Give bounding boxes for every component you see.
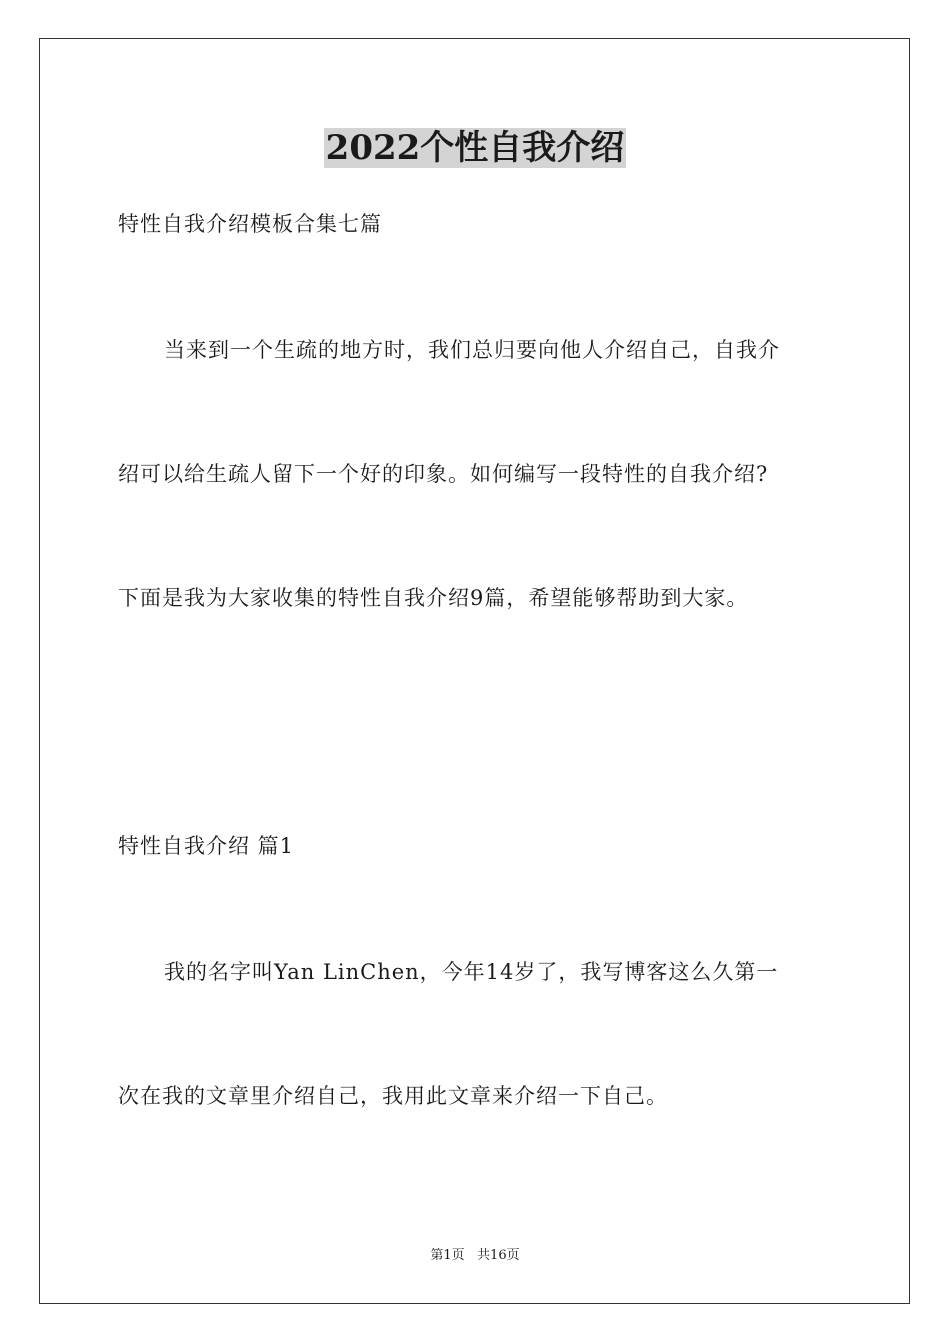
paragraph-line: 次在我的文章里介绍自己，我用此文章来介绍一下自己。 [118,1084,668,1108]
paragraph-line: 当来到一个生疏的地方时，我们总归要向他人介绍自己，自我介 [164,338,780,362]
section-heading: 特性自我介绍 篇1 [118,834,295,858]
document-title-text: 2022个性自我介绍 [325,128,625,168]
paragraph-line: 我的名字叫Yan LinChen，今年14岁了，我写博客这么久第一 [164,960,779,984]
document-title [0,126,950,170]
paragraph-line: 绍可以给生疏人留下一个好的印象。如何编写一段特性的自我介绍? [118,462,769,486]
document-subtitle: 特性自我介绍模板合集七篇 [118,212,382,236]
paragraph-line: 下面是我为大家收集的特性自我介绍9篇，希望能够帮助到大家。 [118,586,749,610]
page-footer: 第1页 共16页 [430,1248,520,1263]
